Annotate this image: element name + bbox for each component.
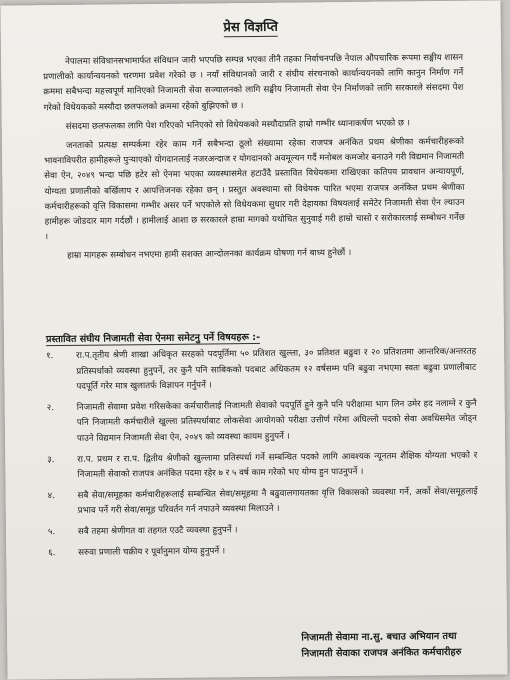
item-text: सबै सेवा/समूहका कर्मचारीहरूलाई सम्बन्धित सेवा/समूहमा नै बढुवालगायतका वृत्ति विकासको व्यवस्था गर्ने, अर्को सेवा/समूहलाई प्रभाव पर्ने गरी सेवा/समूह परिवर्तन गर्न नपाउने व्यवस्था मिलाउने । [77,486,478,517]
demands-heading: प्रस्तावित संघीय निजामती सेवा ऐनमा समेटनु पर्ने विषयहरू :- [45,331,261,346]
item-text: निजामती सेवामा प्रवेश गरिसकेका कर्मचारीलाई निजामती सेवाको पदपूर्ति हुने कुनै पनि परीक्षामा भाग लिन उमेर हद नलाग्ने र कुनै पनि निजामती कर्मचारीले खुल्ला प्रतिस्पर्धाबाट लोकसेवा आयोगको परीक्षा उत्तीर्ण गरेमा अघिल्लो पदको सेवा अवधिसमेत जोड्न पाउने विद्यमान निजामती सेवा ऐन, २०४९ को व्यवस्था कायम हुनुपर्ने । [76,398,477,444]
item-number: ३. [47,454,55,465]
item-text: सरुवा प्रणाली चक्रीय र पूर्वानुमान योग्य हुनुपर्ने । [78,545,226,558]
item-number: ४. [47,490,55,501]
signature-line-1: निजामती सेवामा ना.सु. बचाउ अभियान तथा [301,630,457,644]
list-item [47,448,477,484]
list-item [48,521,478,541]
item-number: ५. [47,527,56,538]
list-item [48,484,478,520]
list-item [47,396,477,447]
intro-section [43,51,465,269]
item-text: रा.प. प्रथम र रा.प. द्वितीय श्रेणीको खुल्लामा प्रतिस्पर्धा गर्ने सम्बन्धित पदको लागि आवश्यक न्यूनतम शैक्षिक योग्यता भएको र निजामती सेवाको राजपत्र अनंकित पदमा रहेर ७ र ५ वर्ष काम गरेको भए योग्य हुन पाउनुपर्ने । [77,450,478,481]
demands-list [46,345,478,567]
paragraph-1: नेपालमा संविधानसभामार्फत संविधान जारी भएपछि सम्पन्न भएका तीनै तहका निर्वाचनपछि नेपाल औपचारिक रूपमा सङ्घीय शासन प्रणालीको कार्यान्वयनको चरणमा प्रवेश गरेको छ । नयाँ संविधानको जारी र संघीय संरचनाको कार्यान्वयनको लागि कानुन निर्माण गर्ने क्रममा सबैभन्दा महत्त्वपूर्ण मानिएको निजामती सेवा सञ्चालनको लागि सङ्घीय निजामती सेवा ऐन निर्माणको लागि सरकारले संसदमा पेश गरेको विधेयकको मस्यौदा छलफलको क्रममा रहेको बुझिएको छ । [43,52,464,113]
item-text: रा.प.तृतीय श्रेणी शाखा अधिकृत सरहको पदपूर्तिमा ५० प्रतिशत खुल्ला, ३० प्रतिशत बढुवा र २० प्रतिशतमा आन्तरिक/अन्तरतह प्रतिस्पर्धाको व्यवस्था हुनुपर्ने, तर कुनै पनि साबिकको पदबाट अधिकतम १२ वर्षसम्म पनि बढुवा नभएमा स्वतः बढुवा प्रणालीबाट पदपूर्ति गरेर मात्र खुलातर्फ विज्ञापन गर्नुपर्ने । [76,346,477,393]
document-title: प्रेस विज्ञप्ति [223,19,279,36]
item-number: १. [46,351,54,362]
item-number: २. [46,402,54,413]
item-number: ६. [48,547,56,558]
paragraph-4: हाम्रा मागहरू सम्बोधन नभएमा हामी सशक्त आन्दोलनका कार्यक्रम घोषणा गर्न बाध्य हुनेछौं । [67,248,352,262]
item-text: सबै तहमा श्रेणीगत वा तहगत एउटै व्यवस्था हुनुपर्ने । [77,525,238,537]
signature-line-2: निजामती सेवाका राजपत्र अनंकित कर्मचारीहरु [301,646,462,660]
list-item [48,541,478,561]
paragraph-3: जनताको प्रत्यक्ष सम्पर्कमा रहेर काम गर्ने सबैभन्दा ठूलो संख्यामा रहेका राजपत्र अनंकित प्रथम श्रेणीका कर्मचारीहरूको भावनाविपरीत हामीहरूले पुऱ्याएको योगदानलाई नजरअन्दाज र योगदानको अवमूल्यन गर्दै मनोबल कमजोर बनाउने गरी विद्यमान निजामती सेवा ऐन, २०४९ भन्दा पछि हटेर सो ऐनमा भएका व्यवस्थासमेत हटाउँदै प्रस्तावित विधेयकमा राखिएका कतिपय प्रावधान अन्यायपूर्ण, योग्यता प्रणालीको बर्खिलाप र आपत्तिजनक रहेका छन् । प्रस्तुत अवस्थामा सो विधेयक पारित भएमा राजपत्र अनंकित प्रथम श्रेणीका कर्मचारीहरूको वृत्ति विकासमा गम्भीर असर पर्ने भएकोले सो विधेयकमा सुधार गरी देहायका विषयलाई समेटेर निजामती सेवा ऐन ल्याउन हामीहरू जोडदार माग गर्दछौं । हामीलाई आशा छ सरकारले हाम्रा मागको यथोचित सुनुवाई गरी हाम्रो चासो र सरोकारलाई सम्बोधन गर्नेछ । [44,136,465,243]
paragraph-2: संसदमा छलफलका लागि पेश गरिएको भनिएको सो विधेयकको मस्यौदाप्रति हाम्रो गम्भीर ध्यानाकर्षण भएको छ । [65,118,411,132]
list-item [46,345,476,396]
signature-block [301,629,461,663]
